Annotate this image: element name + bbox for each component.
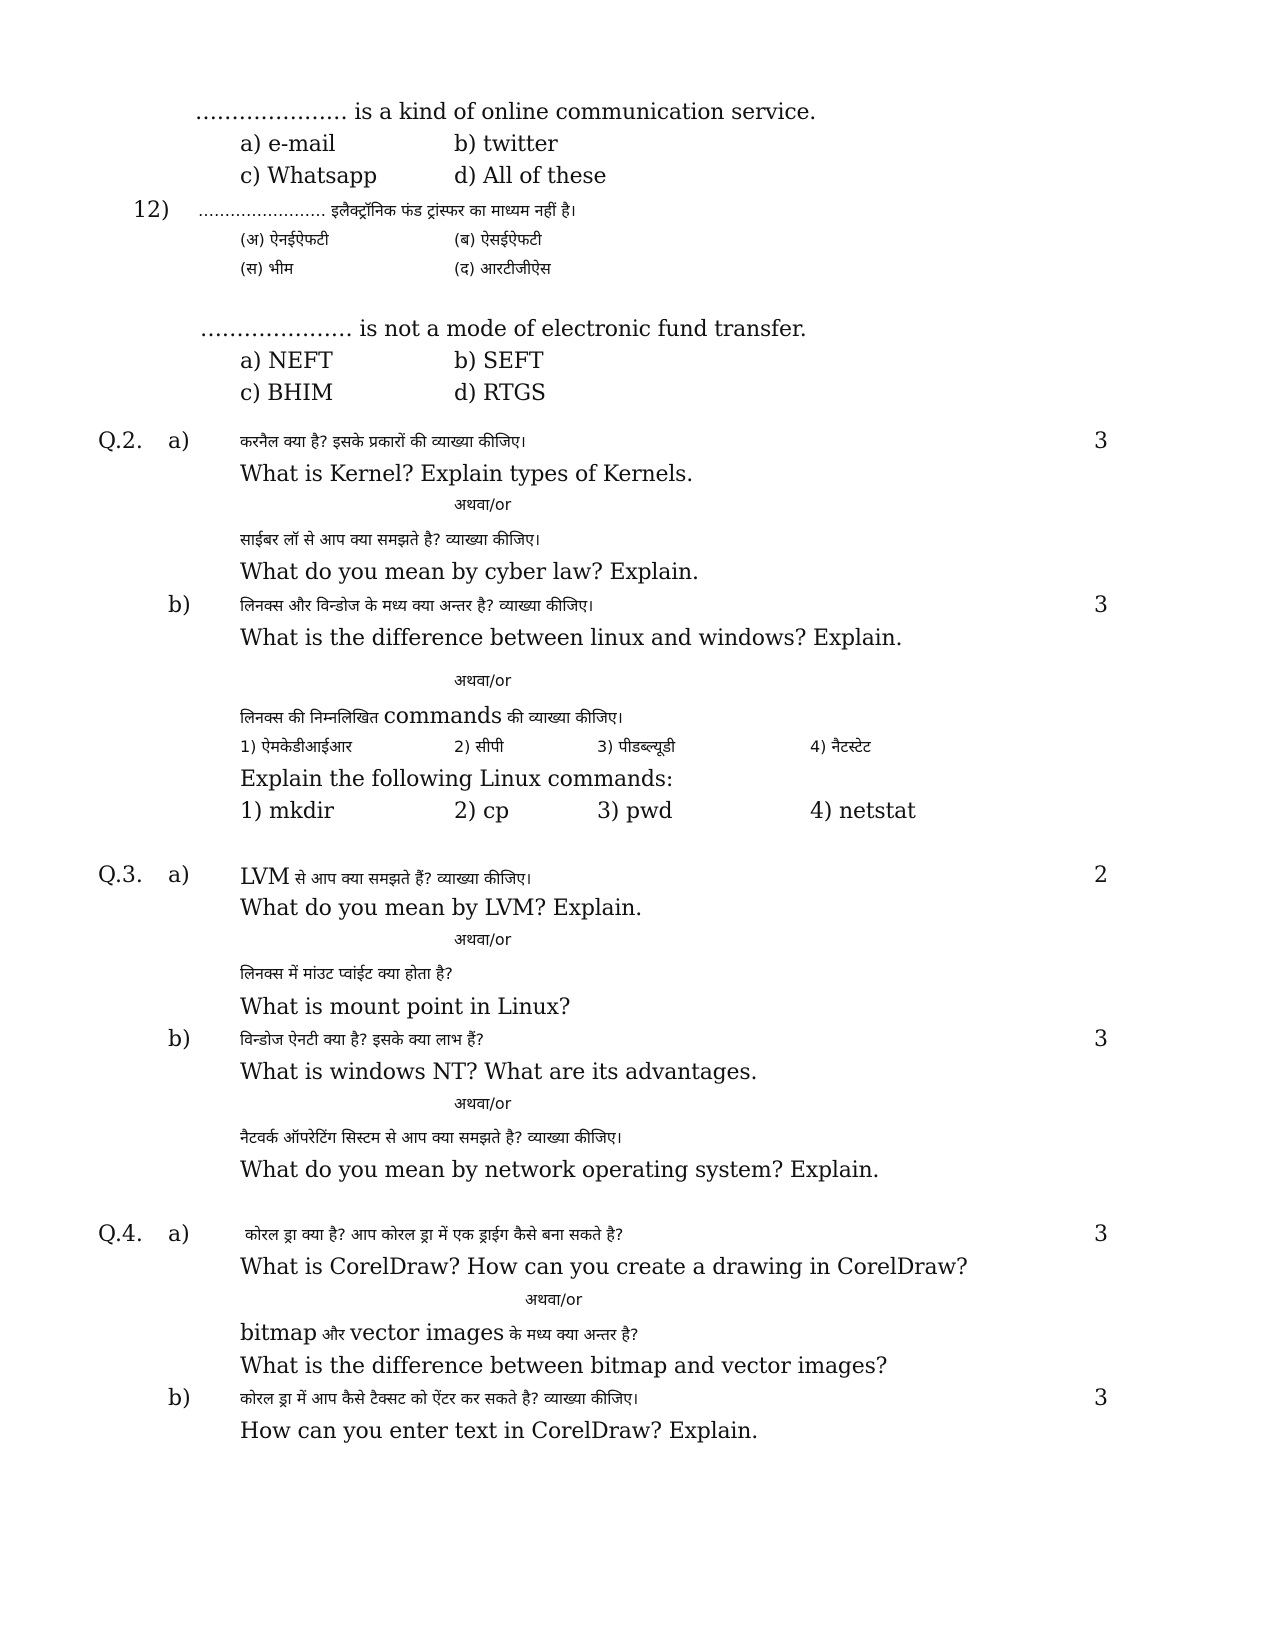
q3b-label: b) — [168, 1027, 191, 1052]
q2b-label: b) — [168, 593, 191, 618]
q12-option-d-hindi: (द) आरटीजीऐस — [454, 259, 551, 278]
q11-option-b: b) twitter — [454, 132, 558, 157]
q2a-marks: 3 — [1094, 429, 1108, 454]
q4b-question: How can you enter text in CorelDraw? Explain. — [240, 1419, 758, 1444]
q4a-or-label: अथवा/or — [525, 1290, 583, 1309]
q11-option-c: c) Whatsapp — [240, 164, 378, 189]
q12-option-a: a) NEFT — [240, 349, 333, 374]
q2a-alt-question: What do you mean by cyber law? Explain. — [240, 560, 699, 585]
q4a-question: What is CorelDraw? How can you create a drawing in CorelDraw? — [240, 1255, 968, 1280]
q2b-cmd-3: 3) pwd — [597, 799, 673, 824]
q3a-alt-question: What is mount point in Linux? — [240, 995, 571, 1020]
q3b-alt-question-hindi: नैटवर्क ऑपरेटिंग सिस्टम से आप क्या समझते है? व्याख्या कीजिए। — [240, 1128, 622, 1147]
q11-stem: ………………… is a kind of online communication service. — [195, 100, 817, 125]
q2b-cmd-3-hindi: 3) पीडब्ल्यूडी — [597, 737, 676, 756]
q2b-alt-hindi-pre: लिनक्स की निम्नलिखित — [240, 708, 379, 727]
q2b-cmd-1: 1) mkdir — [240, 799, 334, 824]
q12-number: 12) — [133, 198, 170, 223]
q3a-hindi-post: से आप क्या समझते हैं? व्याख्या कीजिए। — [294, 869, 532, 888]
q4b-label: b) — [168, 1386, 191, 1411]
q3a-marks: 2 — [1094, 863, 1108, 888]
q12-stem: ………………… is not a mode of electronic fund transfer. — [200, 317, 807, 342]
q4a-question-hindi: कोरल ड्रा क्या है? आप कोरल ड्रा में एक ड्राईग कैसे बना सकते है? — [245, 1225, 624, 1244]
q2a-alt-question-hindi: साईबर लॉ से आप क्या समझते है? व्याख्या कीजिए। — [240, 530, 541, 549]
q2a-question: What is Kernel? Explain types of Kernels. — [240, 462, 694, 487]
q11-option-a: a) e-mail — [240, 132, 336, 157]
q2b-cmd-2-hindi: 2) सीपी — [454, 737, 504, 756]
q3b-alt-question: What do you mean by network operating system? Explain. — [240, 1158, 880, 1183]
q12-option-d: d) RTGS — [454, 381, 546, 406]
q2b-cmd-2: 2) cp — [454, 799, 509, 824]
q4b-question-hindi: कोरल ड्रा में आप कैसे टैक्सट को ऐंटर कर सकते है? व्याख्या कीजिए। — [240, 1389, 639, 1408]
q3a-question-hindi — [240, 867, 531, 889]
q2b-question-hindi: लिनक्स और विन्डोज के मध्य क्या अन्तर है? व्याख्या कीजिए। — [240, 596, 594, 615]
q2b-question: What is the difference between linux and windows? Explain. — [240, 626, 903, 651]
q3a-question: What do you mean by LVM? Explain. — [240, 896, 643, 921]
q4a-hindi-and: और — [321, 1325, 345, 1344]
q4a-alt-question: What is the difference between bitmap and vector images? — [240, 1354, 888, 1379]
q12-option-b-hindi: (ब) ऐसईऐफटी — [454, 230, 542, 249]
q11-option-d: d) All of these — [454, 164, 607, 189]
q3b-question: What is windows NT? What are its advantages. — [240, 1060, 758, 1085]
q3a-alt-question-hindi: लिनक्स में मांउट प्वांईट क्या होता है? — [240, 964, 453, 983]
q3a-hindi-lvm: LVM — [240, 865, 290, 890]
q2b-marks: 3 — [1094, 593, 1108, 618]
q2b-cmd-1-hindi: 1) ऐमकेडीआईआर — [240, 737, 353, 756]
q4a-marks: 3 — [1094, 1222, 1108, 1247]
q2a-question-hindi: करनैल क्या है? इसके प्रकारों की व्याख्या कीजिए। — [240, 432, 526, 451]
q2a-or-label: अथवा/or — [454, 495, 512, 514]
q3b-question-hindi: विन्डोज ऐनटी क्या है? इसके क्या लाभ हैं? — [240, 1030, 485, 1049]
q2b-cmd-4-hindi: 4) नैटस्टेट — [810, 737, 871, 756]
q3a-label: a) — [168, 863, 190, 888]
q2b-alt-question-hindi — [240, 706, 623, 728]
q4a-hindi-post: के मध्य क्या अन्तर है? — [509, 1325, 639, 1344]
q12-stem-hindi: …………………… इलैक्ट्रॉनिक फंड ट्रांस्फर का माध्यम नहीं है। — [198, 201, 576, 220]
q12-option-c-hindi: (स) भीम — [240, 259, 294, 278]
q2b-alt-question: Explain the following Linux commands: — [240, 767, 674, 792]
q2-number: Q.2. — [98, 429, 143, 454]
q2b-or-label: अथवा/or — [454, 671, 512, 690]
q2a-label: a) — [168, 429, 190, 454]
q2b-alt-hindi-commands: commands — [383, 704, 503, 729]
q3b-or-label: अथवा/or — [454, 1094, 512, 1113]
q12-option-c: c) BHIM — [240, 381, 334, 406]
q12-option-b: b) SEFT — [454, 349, 544, 374]
q3b-marks: 3 — [1094, 1027, 1108, 1052]
q12-option-a-hindi: (अ) ऐनईऐफटी — [240, 230, 329, 249]
q2b-cmd-4: 4) netstat — [810, 799, 916, 824]
q4a-alt-question-hindi — [240, 1323, 639, 1345]
q3a-or-label: अथवा/or — [454, 930, 512, 949]
q2b-alt-hindi-post: की व्याख्या कीजिए। — [507, 708, 623, 727]
q4a-hindi-bitmap: bitmap — [240, 1321, 317, 1346]
q4a-label: a) — [168, 1222, 190, 1247]
q4-number: Q.4. — [98, 1222, 143, 1247]
q3-number: Q.3. — [98, 863, 143, 888]
q4a-hindi-vector-images: vector images — [349, 1321, 505, 1346]
q4b-marks: 3 — [1094, 1386, 1108, 1411]
